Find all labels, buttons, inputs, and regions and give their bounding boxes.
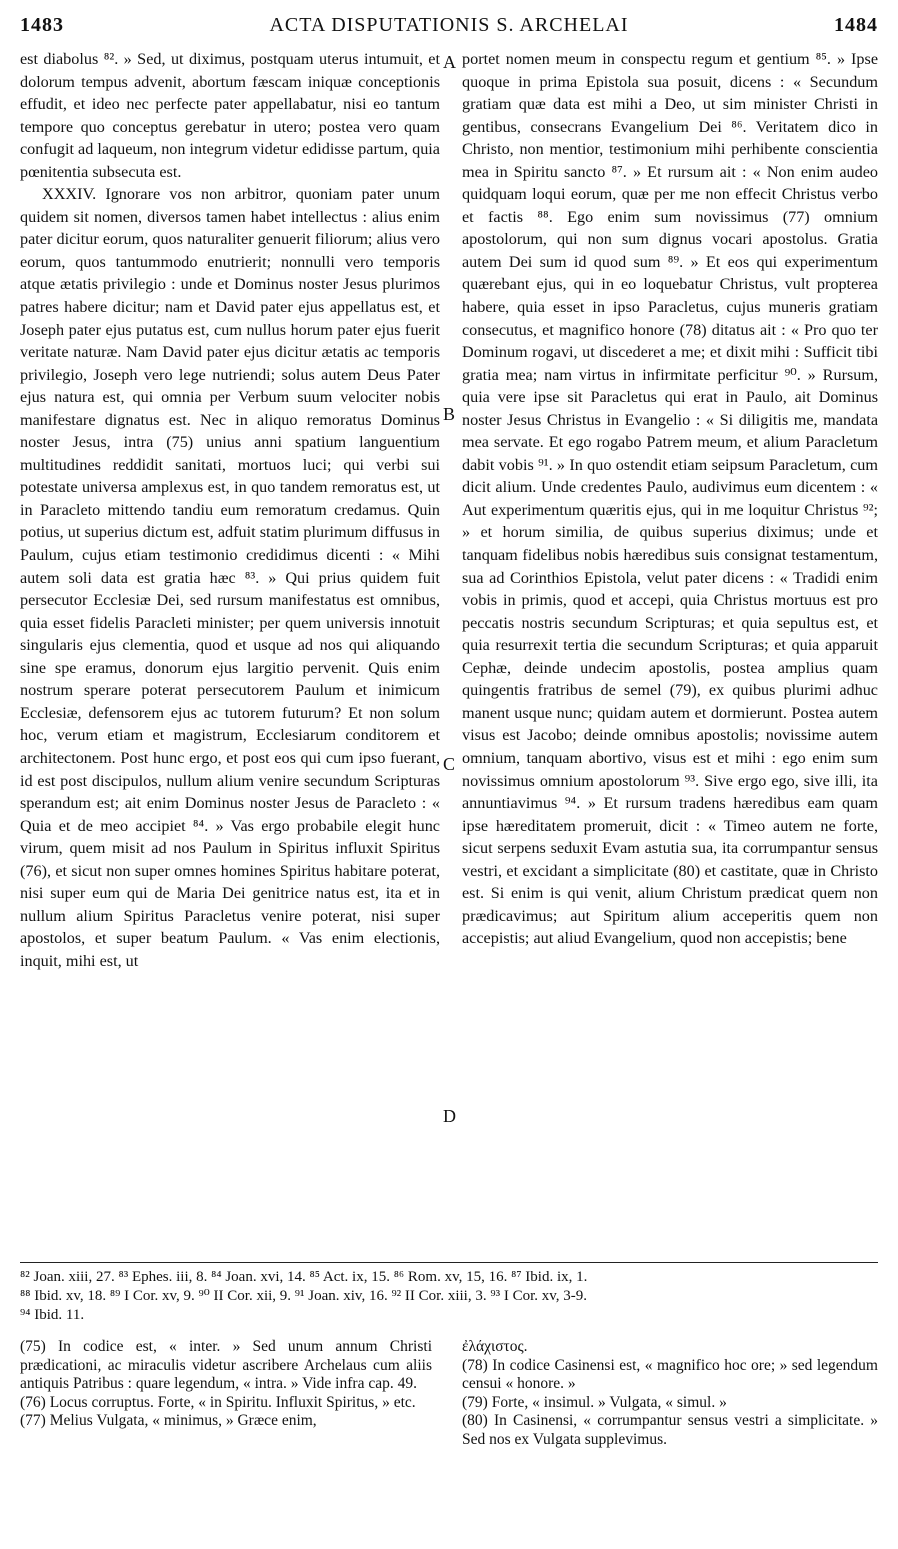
footnotes-left bbox=[20, 1338, 432, 1431]
footnote-75: (75) In codice est, « inter. » Sed unum annum Christi prædicationi, ac miraculis videtur ascribere Archelaus cum aliis antiquis Patribus : quare legendum, « intra. » Vide infra cap. 49. bbox=[20, 1338, 432, 1392]
left-paragraph-2: XXXIV. Ignorare vos non arbitror, quoniam pater unum quidem sit nomen, diversos tamen habet intellectus : alius enim pater dicitur eorum, quos naturaliter genuerit filiorum; alius vero eorum, quos tantummodo enutrierit; nonnulli vero temporis atque ætatis privilegio : unde et Dominus noster Jesus plurimos patres habere dicitur; nam et David pater ejus appellatus est, et Joseph pater ejus putatus est, cum nullus horum pater ejus fuerit veritate naturæ. Nam David pater ejus dicitur ætatis ac temporis privilegio, Joseph vero lege nutriendi; solus autem Deus Pater ejus natura est, qui omnia per Verbum suum velociter nobis manifestare dignatus est. Nec in aliquo remoratus Dominus noster Jesus, intra (75) unius anni spatium languentium multitudines reddidit sanitati, mortuos luci; qui verbi sui potestate universa amplexus est, in quo tandem remoratus est, ut in Paracleto mittendo tandiu eum remoratum credamus. Quin potius, ut superius dictum est, adfuit statim plurimum diffusus in Paulum, cujus etiam testimonio credidimus dicenti : « Mihi autem soli data est gratia hæc ⁸³. » Qui prius quidem fuit persecutor Ecclesiæ Dei, sed rursum manifestatus est omnibus, quia esset fidelis Paracleti minister; per quem universis innotuit singularis ejus clementia, quod et usque ad nos qui aliquando sine spe eramus, donorum ejus largitio pervenit. Quis enim nostrum sperare poterat persecutorem Paulum et inimicum Ecclesiæ, defensorem ejus ac tutorem futurum? Et non solum hoc, verum etiam et magistrum, Ecclesiarum conditorem et architectonem. Post hunc ergo, et post eos qui cum ipso fuerant, id est post discipulos, nullum alium venire secundum Scripturas sperandum est; ait enim Dominus noster Jesus de Paracleto : « Quia et de meo accipiet ⁸⁴. » Vas ergo probabile elegit hunc virum, quem misit ad nos Paulum in Spiritus influxit Spiritus (76), et sicut non super omnes homines Spiritus habitare poterat, nisi super eum qui de Maria Dei genitrice natus est, ita et in nullum alium Spiritus Paracletus venire poterat, nisi super apostolos, et super beatum Paulum. « Vas enim electionis, inquit, mihi est, ut bbox=[20, 185, 440, 970]
footnotes-right bbox=[462, 1338, 878, 1449]
running-title: ACTA DISPUTATIONIS S. ARCHELAI bbox=[269, 14, 629, 36]
running-header bbox=[0, 14, 898, 44]
footnote-79: (79) Forte, « insimul. » Vulgata, « simul. » bbox=[462, 1393, 727, 1411]
reference-line: ⁸⁸ Ibid. xv, 18. ⁸⁹ I Cor. xv, 9. ⁹⁰ II Cor. xii, 9. ⁹¹ Joan. xiv, 16. ⁹² II Cor. xiii, 3. ⁹³ I Cor. xv, 3-9. bbox=[20, 1288, 588, 1304]
margin-letter-a: A bbox=[443, 52, 456, 72]
footnote-78: (78) In codice Casinensi est, « magnifico hoc ore; » sed legendum censui « honore. » bbox=[462, 1356, 878, 1392]
footnote-77: (77) Melius Vulgata, « minimus, » Græce enim, bbox=[20, 1412, 317, 1429]
footnote-76: (76) Locus corruptus. Forte, « in Spiritu. Influxit Spiritus, » etc. bbox=[20, 1393, 416, 1411]
page-number-left: 1483 bbox=[20, 14, 64, 36]
scripture-references bbox=[20, 1268, 880, 1325]
margin-letter-d: D bbox=[443, 1106, 456, 1126]
footnote-77-continued: ἐλάχιστος. bbox=[462, 1338, 528, 1355]
page-number-right: 1484 bbox=[834, 14, 878, 36]
margin-letter-c: C bbox=[443, 754, 456, 774]
margin-letter-b: B bbox=[443, 404, 456, 424]
right-paragraph-1: portet nomen meum in conspectu regum et gentium ⁸⁵. » Ipse quoque in prima Epistola sua posuit, dicens : « Secundum gratiam quæ data est mihi a Deo, ut sim minister Christi in gentibus, consecrans Evangelium Dei ⁸⁶. Veritatem dico in Christo, non mentior, testimonium mihi perhibente conscientia mea in Spiritu sancto ⁸⁷. » Et rursum ait : « Non enim audeo quidquam loqui eorum, quæ per me non effecit Christus verbo et factis ⁸⁸. Ego enim sum novissimus (77) omnium apostolorum, qui non sum dignus vocari apostolus. Gratia autem Dei sum id quod sum ⁸⁹. » Et eos qui experimentum quærebant ejus, qui in eo loquebatur Christus, vult propterea habere, quia esset in ipso Paracletus, cujus muneris gratiam consecutus, et magnifico honore (78) ditatus ait : « Pro quo ter Dominum rogavi, ut discederet a me; et dixit mihi : Sufficit tibi gratia mea; nam virtus in infirmitate perficitur ⁹⁰. » Rursum, quia vere ipse sit Paracletus qui erat in Paulo, ait Dominus noster Jesus Christus in Evangelio : « Si diligitis me, mandata mea servate. Et ego rogabo Patrem meum, et alium Paracletum dabit vobis ⁹¹. » In quo ostendit etiam seipsum Paracletum, cum dicit alium. Unde credentes Paulo, audivimus eum dicentem : « Aut experimentum quæritis ejus, qui in me loquitur Christus ⁹²; » et horum similia, de quibus superius diximus; unde et tanquam fidelibus nobis hæredibus suis consignat testamentum, sua ad Corinthios Epistola, velut pater dicens : « Tradidi enim vobis in primis, quod et accepi, quia Christus mortuus est pro peccatis nostris secundum Scripturas; et quia sepultus est, et quia resurrexit tertia die secundum Scripturas; et quia apparuit Cephæ, deinde undecim apostolis, postea amplius quam quingentis fratribus de semel (79), ex quibus plurimi adhuc manent usque nunc; quidam autem et dormierunt. Postea autem visus est Jacobo; deinde omnibus apostolis; novissime autem omnium, tanquam abortivo, visus est et mihi : ego enim sum novissimus omnium apostolorum ⁹³. Sive ergo ego, sive illi, ita annuntiavimus ⁹⁴. » Et rursum tradens hæredibus eam quam ipse hæreditatem promeruit, dicit : « Timeo autem ne forte, sicut serpens seduxit Evam astutia sua, ita corrumpantur sensus vestri, et excidant a simplicitate (80) et castitate, quæ in Christo est. Si enim is qui venit, alium Christum prædicat quem non prædicavimus; aut Spiritum alium acceperitis quem non accepistis; aut aliud Evangelium, quod non accepistis; bene bbox=[462, 50, 878, 948]
left-paragraph-1: est diabolus ⁸². » Sed, ut diximus, postquam uterus intumuit, et dolorum tempus advenit, abortum fæscam iniquæ conceptionis effudit, et ideo nec perfecte pater appellabatur, nisi eo tantum tempore quo conceptus gerebatur in utero; postea vero quam confugit ad laqueum, non integrum videtur edidisse partum, quia pœnitentia subsecuta est. bbox=[20, 50, 440, 181]
footnote-80: (80) In Casinensi, « corrumpantur sensus vestri a simplicitate. » Sed nos ex Vulgata supplevimus. bbox=[462, 1412, 878, 1448]
reference-line: ⁹⁴ Ibid. 11. bbox=[20, 1307, 85, 1323]
left-column bbox=[20, 48, 440, 972]
right-column bbox=[462, 48, 878, 950]
reference-line: ⁸² Joan. xiii, 27. ⁸³ Ephes. iii, 8. ⁸⁴ Joan. xvi, 14. ⁸⁵ Act. ix, 15. ⁸⁶ Rom. xv, 15, 16. ⁸⁷ Ibid. ix, 1. bbox=[20, 1269, 588, 1285]
references-rule bbox=[20, 1262, 878, 1263]
